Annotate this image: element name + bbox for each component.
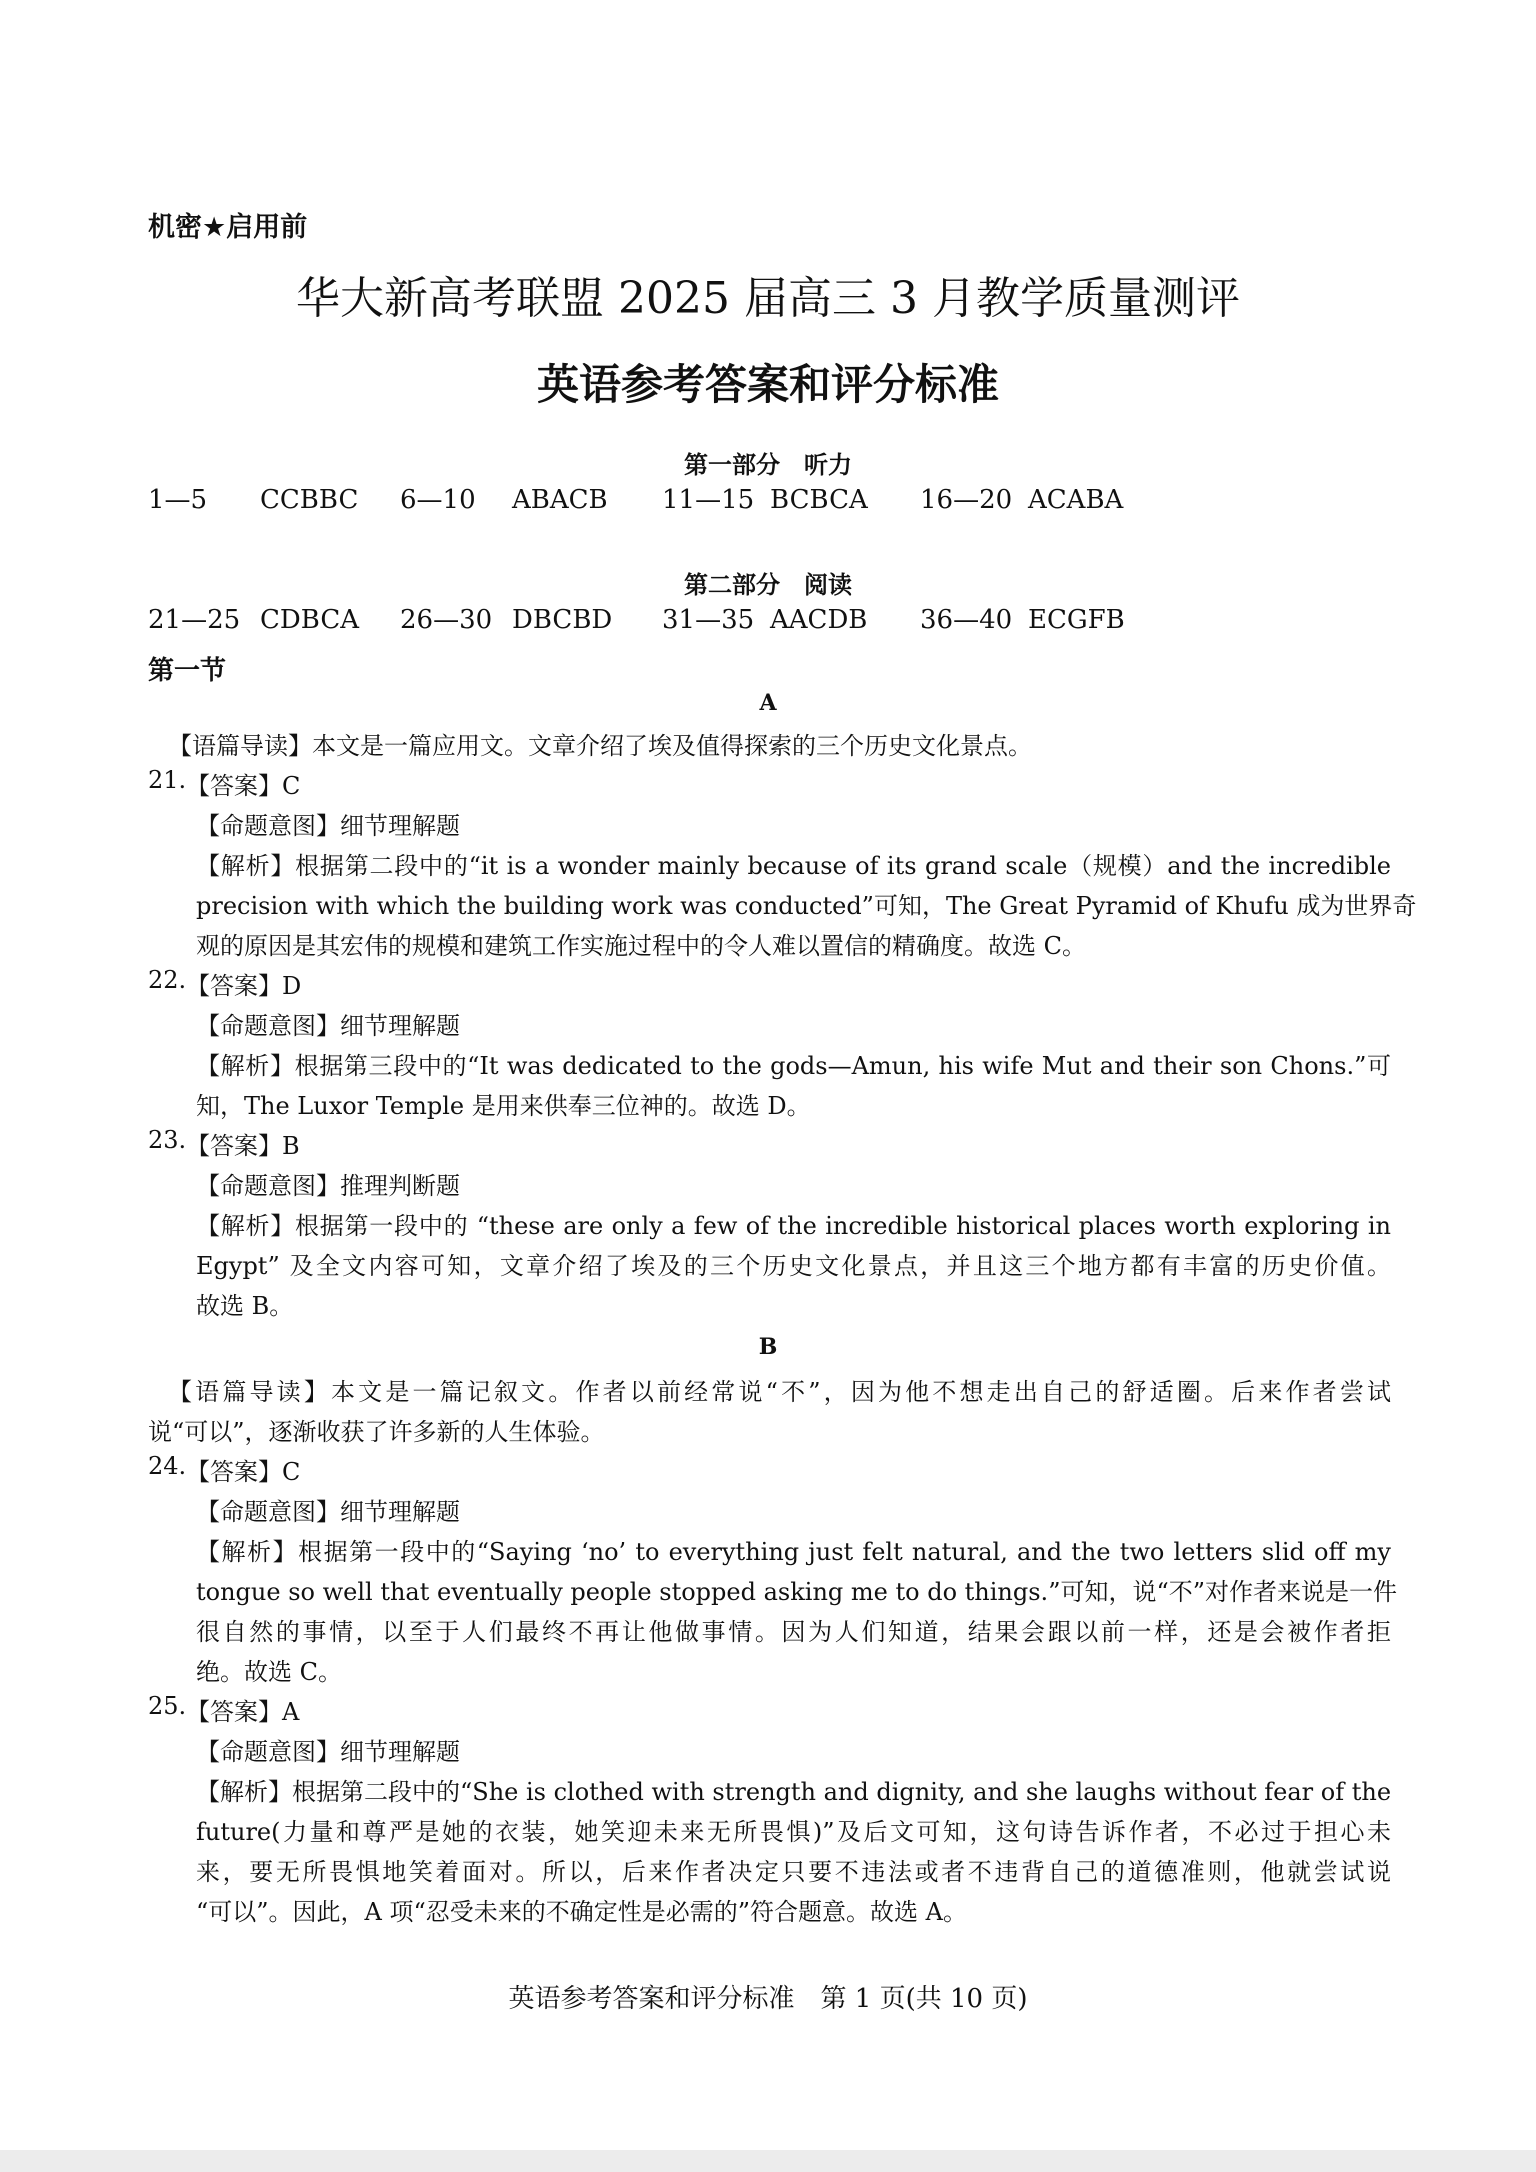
- question-25-analysis-line: 来，要无所畏惧地笑着面对。所以，后来作者决定只要不违法或者不违背自己的道德准则，他就尝试说: [196, 1858, 1391, 1886]
- question-25-analysis-line: “可以”。因此，A 项“忍受未来的不确定性是必需的”符合题意。故选 A。: [196, 1898, 967, 1926]
- answer-letters: CDBCA: [260, 605, 359, 635]
- part1-answer-row: [148, 485, 1123, 515]
- question-23-number: 23.: [148, 1126, 187, 1154]
- question-23-analysis-line: Egypt” 及全文内容可知，文章介绍了埃及的三个历史文化景点，并且这三个地方都有丰富的历史价值。: [196, 1252, 1391, 1280]
- question-25-analysis-line: 【解析】根据第二段中的“She is clothed with strength and dignity, and she laughs without fear of the: [196, 1778, 1392, 1806]
- answer-range: 1—5: [148, 485, 208, 515]
- passage-b-intro-line: 【语篇导读】本文是一篇记叙文。作者以前经常说“不”，因为他不想走出自己的舒适圈。后来作者尝试: [168, 1378, 1391, 1406]
- question-21-analysis-line: 观的原因是其宏伟的规模和建筑工作实施过程中的令人难以置信的精确度。故选 C。: [196, 932, 1086, 960]
- question-24-analysis-line: 绝。故选 C。: [196, 1658, 342, 1686]
- part2-heading: 第二部分 阅读: [684, 571, 852, 599]
- page-footer: 英语参考答案和评分标准 第 1 页(共 10 页): [508, 1984, 1028, 2014]
- question-21-answer: 【答案】C: [186, 772, 301, 800]
- question-25-analysis-line: future(力量和尊严是她的衣装，她笑迎未来无所畏惧)”及后文可知，这句诗告诉作者，不必过于担心未: [196, 1818, 1391, 1846]
- question-24-analysis-line: tongue so well that eventually people stopped asking me to do things.”可知，说“不”对作者来说是一件: [196, 1578, 1397, 1606]
- passage-a-letter: A: [759, 690, 777, 716]
- answer-letters: ECGFB: [1028, 605, 1125, 635]
- passage-b-intro-line: 说“可以”，逐渐收获了许多新的人生体验。: [148, 1418, 605, 1446]
- answer-range: 16—20: [920, 485, 1013, 515]
- question-23-answer: 【答案】B: [186, 1132, 300, 1160]
- exam-title: 华大新高考联盟 2025 届高三 3 月教学质量测评: [296, 273, 1240, 324]
- question-25-intent: 【命题意图】细节理解题: [196, 1738, 460, 1766]
- question-22-number: 22.: [148, 966, 187, 994]
- question-21-analysis-line: precision with which the building work was conducted”可知，The Great Pyramid of Khufu 成为世界奇: [196, 892, 1417, 920]
- answer-letters: BCBCA: [770, 485, 868, 515]
- answer-range: 36—40: [920, 605, 1013, 635]
- question-25-number: 25.: [148, 1692, 187, 1720]
- passage-a-intro: 【语篇导读】本文是一篇应用文。文章介绍了埃及值得探索的三个历史文化景点。: [168, 732, 1032, 760]
- question-24-analysis-line: 【解析】根据第一段中的“Saying ‘no’ to everything just felt natural, and the two letters slid off my: [196, 1538, 1391, 1566]
- question-23-analysis-line: 故选 B。: [196, 1292, 294, 1320]
- question-22-analysis-line: 知，The Luxor Temple 是用来供奉三位神的。故选 D。: [196, 1092, 811, 1120]
- question-25-answer: 【答案】A: [186, 1698, 300, 1726]
- passage-b-letter: B: [758, 1334, 778, 1360]
- question-21-intent: 【命题意图】细节理解题: [196, 812, 460, 840]
- section-label: 第一节: [148, 656, 227, 686]
- question-23-intent: 【命题意图】推理判断题: [196, 1172, 460, 1200]
- question-23-analysis-line: 【解析】根据第一段中的 “these are only a few of the incredible historical places worth exploring in: [196, 1212, 1391, 1240]
- confidential-mark: 机密★启用前: [148, 212, 308, 243]
- answer-letters: ACABA: [1028, 485, 1124, 515]
- answer-range: 26—30: [400, 605, 493, 635]
- document-subtitle: 英语参考答案和评分标准: [536, 360, 999, 409]
- question-21-analysis-line: 【解析】根据第二段中的“it is a wonder mainly because of its grand scale（规模）and the incredible: [196, 852, 1391, 880]
- page-bottom-edge: [0, 2150, 1536, 2172]
- question-24-number: 24.: [148, 1452, 187, 1480]
- question-22-answer: 【答案】D: [186, 972, 302, 1000]
- answer-letters: CCBBC: [260, 485, 359, 515]
- question-22-analysis-line: 【解析】根据第三段中的“It was dedicated to the gods—Amun, his wife Mut and their son Chons.”可: [196, 1052, 1391, 1080]
- answer-letters: ABACB: [512, 485, 608, 515]
- question-21-number: 21.: [148, 766, 187, 794]
- answer-range: 21—25: [148, 605, 241, 635]
- part2-answer-row: [148, 605, 1125, 635]
- answer-range: 11—15: [662, 485, 755, 515]
- answer-letters: DBCBD: [512, 605, 613, 635]
- question-24-intent: 【命题意图】细节理解题: [196, 1498, 460, 1526]
- question-24-answer: 【答案】C: [186, 1458, 301, 1486]
- question-22-intent: 【命题意图】细节理解题: [196, 1012, 460, 1040]
- answer-range: 6—10: [400, 485, 476, 515]
- answer-range: 31—35: [662, 605, 755, 635]
- question-24-analysis-line: 很自然的事情，以至于人们最终不再让他做事情。因为人们知道，结果会跟以前一样，还是会被作者拒: [196, 1618, 1391, 1646]
- answer-letters: AACDB: [770, 605, 868, 635]
- part1-heading: 第一部分 听力: [684, 451, 852, 479]
